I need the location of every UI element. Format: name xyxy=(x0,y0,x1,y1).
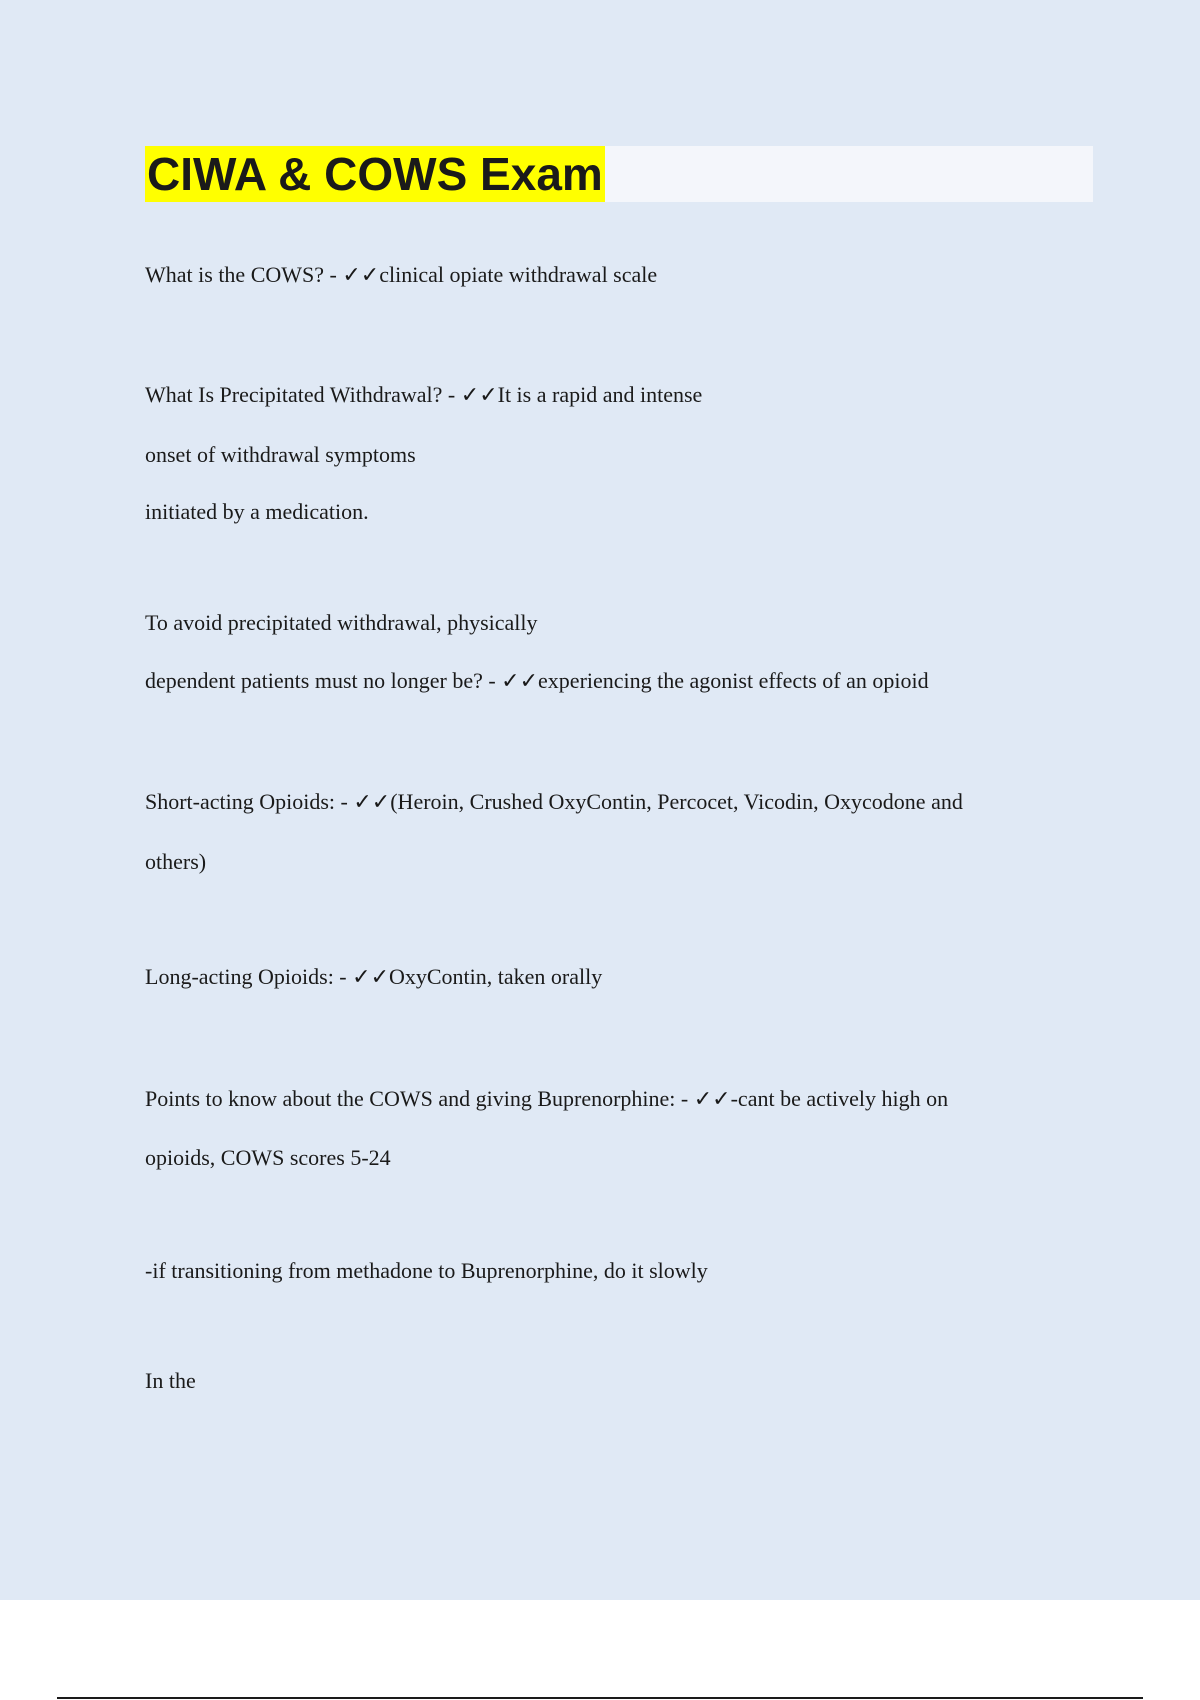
qa-line: onset of withdrawal symptoms xyxy=(145,442,416,467)
footer-rule xyxy=(57,1697,1143,1699)
qa-line: Long-acting Opioids: - ✓✓OxyContin, taken orally xyxy=(145,964,603,989)
qa-line: initiated by a medication. xyxy=(145,499,369,524)
qa-line: dependent patients must no longer be? - ✓✓experiencing the agonist effects of an opioid xyxy=(145,668,929,693)
document-title: CIWA & COWS Exam xyxy=(147,148,603,200)
qa-line: Points to know about the COWS and giving Buprenorphine: - ✓✓-cant be actively high on xyxy=(145,1086,949,1111)
qa-line: What Is Precipitated Withdrawal? - ✓✓It is a rapid and intense xyxy=(145,382,703,407)
qa-line: opioids, COWS scores 5-24 xyxy=(145,1145,391,1170)
qa-line: -if transitioning from methadone to Buprenorphine, do it slowly xyxy=(145,1258,708,1283)
qa-line: To avoid precipitated withdrawal, physically xyxy=(145,610,538,635)
qa-line: What is the COWS? - ✓✓clinical opiate withdrawal scale xyxy=(145,262,658,287)
qa-line: Short-acting Opioids: - ✓✓(Heroin, Crushed OxyContin, Percocet, Vicodin, Oxycodone and xyxy=(145,789,963,814)
qa-line: In the xyxy=(145,1368,196,1393)
qa-line: others) xyxy=(145,849,207,874)
